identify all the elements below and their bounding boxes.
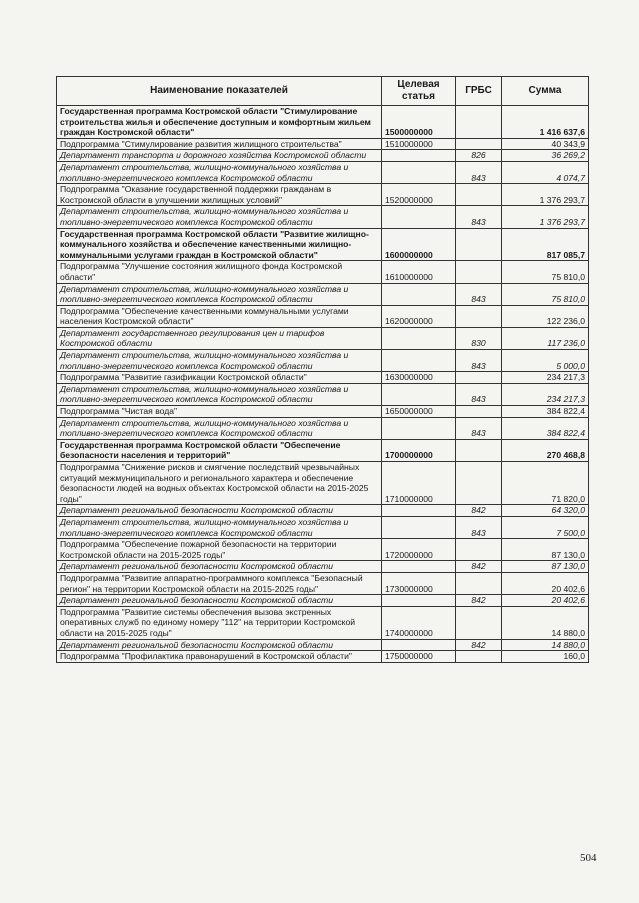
table-row	[57, 184, 589, 206]
cell-grbs: 843	[456, 206, 502, 228]
cell-grbs: 826	[456, 150, 502, 162]
cell-sum: 20 402,6	[502, 595, 589, 607]
cell-grbs: 842	[456, 505, 502, 517]
cell-sum: 160,0	[502, 651, 589, 663]
table-row	[57, 639, 589, 651]
cell-name: Подпрограмма "Развитие аппаратно-программного комплекса "Безопасный регион" на территории Костромской области на 2015-2025 годы"	[57, 572, 382, 594]
cell-name: Подпрограмма "Оказание государственной поддержки гражданам в Костромской области в улучшении жилищных условий"	[57, 184, 382, 206]
cell-sum: 36 269,2	[502, 150, 589, 162]
cell-name: Департамент строительства, жилищно-коммунального хозяйства и топливно-энергетического комплекса Костромской области	[57, 516, 382, 538]
cell-article: 1520000000	[382, 184, 456, 206]
cell-grbs	[456, 462, 502, 505]
cell-article	[382, 639, 456, 651]
cell-sum: 384 822,4	[502, 417, 589, 439]
cell-name: Подпрограмма "Стимулирование развития жилищного строительства"	[57, 138, 382, 150]
cell-name: Государственная программа Костромской области "Развитие жилищно-коммунального хозяйства и обеспечение качественными жилищно-коммунальными услугами граждан в Костромской области"	[57, 228, 382, 261]
page-number: 504	[580, 852, 597, 864]
cell-sum: 1 416 637,6	[502, 106, 589, 139]
cell-sum: 234 217,3	[502, 383, 589, 405]
cell-grbs	[456, 572, 502, 594]
cell-sum: 7 500,0	[502, 516, 589, 538]
table-row	[57, 206, 589, 228]
table-row	[57, 228, 589, 261]
cell-grbs	[456, 439, 502, 461]
cell-grbs	[456, 305, 502, 327]
table-row	[57, 372, 589, 384]
table-row	[57, 505, 589, 517]
cell-name: Департамент строительства, жилищно-коммунального хозяйства и топливно-энергетического комплекса Костромской области	[57, 417, 382, 439]
cell-article: 1740000000	[382, 606, 456, 639]
cell-sum: 817 085,7	[502, 228, 589, 261]
cell-sum: 14 880,0	[502, 606, 589, 639]
cell-article: 1650000000	[382, 406, 456, 418]
cell-sum: 71 820,0	[502, 462, 589, 505]
cell-article	[382, 206, 456, 228]
cell-name: Департамент региональной безопасности Костромской области	[57, 639, 382, 651]
cell-grbs: 830	[456, 327, 502, 349]
cell-name: Государственная программа Костромской области "Стимулирование строительства жилья и обеспечение доступным и комфортным жильем граждан Костромской области"	[57, 106, 382, 139]
cell-name: Подпрограмма "Развитие системы обеспечения вызова экстренных оперативных служб по единому номеру "112" на территории Костромской области на 2015-2025 годы"	[57, 606, 382, 639]
table-row	[57, 106, 589, 139]
cell-name: Департамент строительства, жилищно-коммунального хозяйства и топливно-энергетического комплекса Костромской области	[57, 283, 382, 305]
table-row	[57, 606, 589, 639]
cell-name: Департамент транспорта и дорожного хозяйства Костромской области	[57, 150, 382, 162]
cell-article: 1620000000	[382, 305, 456, 327]
table-body	[57, 106, 589, 663]
cell-grbs	[456, 606, 502, 639]
cell-article	[382, 350, 456, 372]
cell-sum: 234 217,3	[502, 372, 589, 384]
cell-sum: 5 000,0	[502, 350, 589, 372]
header-row	[57, 77, 589, 106]
cell-grbs: 842	[456, 639, 502, 651]
cell-sum: 75 810,0	[502, 283, 589, 305]
cell-article	[382, 595, 456, 607]
table-row	[57, 651, 589, 663]
cell-name: Подпрограмма "Обеспечение пожарной безопасности на территории Костромской области на 2015-2025 годы"	[57, 539, 382, 561]
table-row	[57, 516, 589, 538]
cell-name: Государственная программа Костромской области "Обеспечение безопасности населения и территорий"	[57, 439, 382, 461]
cell-grbs	[456, 106, 502, 139]
cell-article: 1730000000	[382, 572, 456, 594]
cell-grbs: 843	[456, 383, 502, 405]
cell-name: Департамент строительства, жилищно-коммунального хозяйства и топливно-энергетического комплекса Костромской области	[57, 161, 382, 183]
cell-grbs: 843	[456, 161, 502, 183]
cell-name: Подпрограмма "Снижение рисков и смягчение последствий чрезвычайных ситуаций межмуниципального и регионального характера и обеспечение безопасности людей на водных объектах Костромской области на 2015-2025 годы"	[57, 462, 382, 505]
cell-grbs	[456, 261, 502, 283]
cell-grbs	[456, 372, 502, 384]
header-name: Наименование показателей	[57, 77, 382, 106]
cell-name: Подпрограмма "Обеспечение качественными коммунальными услугами населения Костромской области"	[57, 305, 382, 327]
table-row	[57, 138, 589, 150]
cell-grbs: 842	[456, 595, 502, 607]
cell-name: Департамент региональной безопасности Костромской области	[57, 595, 382, 607]
cell-grbs: 843	[456, 350, 502, 372]
table-row	[57, 305, 589, 327]
cell-article: 1630000000	[382, 372, 456, 384]
cell-sum: 1 376 293,7	[502, 184, 589, 206]
cell-sum: 122 236,0	[502, 305, 589, 327]
table-row	[57, 327, 589, 349]
table-row	[57, 417, 589, 439]
cell-sum: 4 074,7	[502, 161, 589, 183]
cell-sum: 87 130,0	[502, 539, 589, 561]
cell-name: Департамент региональной безопасности Костромской области	[57, 561, 382, 573]
cell-article	[382, 505, 456, 517]
cell-sum: 270 468,8	[502, 439, 589, 461]
table-row	[57, 161, 589, 183]
header-sum: Сумма	[502, 77, 589, 106]
cell-article	[382, 383, 456, 405]
cell-sum: 75 810,0	[502, 261, 589, 283]
cell-grbs	[456, 228, 502, 261]
cell-grbs	[456, 138, 502, 150]
cell-sum: 14 880,0	[502, 639, 589, 651]
cell-article	[382, 327, 456, 349]
cell-grbs	[456, 539, 502, 561]
cell-article: 1700000000	[382, 439, 456, 461]
table-row	[57, 572, 589, 594]
cell-article	[382, 417, 456, 439]
cell-name: Подпрограмма "Чистая вода"	[57, 406, 382, 418]
cell-name: Департамент строительства, жилищно-коммунального хозяйства и топливно-энергетического комплекса Костромской области	[57, 206, 382, 228]
cell-sum: 40 343,9	[502, 138, 589, 150]
table-row	[57, 150, 589, 162]
cell-sum: 64 320,0	[502, 505, 589, 517]
table-row	[57, 261, 589, 283]
cell-name: Департамент строительства, жилищно-коммунального хозяйства и топливно-энергетического комплекса Костромской области	[57, 350, 382, 372]
cell-name: Департамент региональной безопасности Костромской области	[57, 505, 382, 517]
cell-article	[382, 561, 456, 573]
header-article: Целевая статья	[382, 77, 456, 106]
cell-sum: 117 236,0	[502, 327, 589, 349]
header-grbs: ГРБС	[456, 77, 502, 106]
cell-sum: 1 376 293,7	[502, 206, 589, 228]
cell-article: 1610000000	[382, 261, 456, 283]
table-row	[57, 539, 589, 561]
table-row	[57, 406, 589, 418]
cell-grbs: 843	[456, 516, 502, 538]
cell-article: 1600000000	[382, 228, 456, 261]
cell-article	[382, 161, 456, 183]
cell-article: 1710000000	[382, 462, 456, 505]
cell-article: 1720000000	[382, 539, 456, 561]
cell-name: Департамент государственного регулирования цен и тарифов Костромской области	[57, 327, 382, 349]
cell-article	[382, 283, 456, 305]
cell-article: 1500000000	[382, 106, 456, 139]
table-row	[57, 462, 589, 505]
cell-sum: 20 402,6	[502, 572, 589, 594]
cell-article: 1750000000	[382, 651, 456, 663]
cell-sum: 384 822,4	[502, 406, 589, 418]
table-row	[57, 350, 589, 372]
cell-name: Подпрограмма "Улучшение состояния жилищного фонда Костромской области"	[57, 261, 382, 283]
cell-grbs: 843	[456, 283, 502, 305]
table-row	[57, 439, 589, 461]
table-row	[57, 595, 589, 607]
cell-article	[382, 516, 456, 538]
cell-name: Подпрограмма "Профилактика правонарушений в Костромской области"	[57, 651, 382, 663]
table-row	[57, 383, 589, 405]
cell-grbs	[456, 184, 502, 206]
cell-name: Департамент строительства, жилищно-коммунального хозяйства и топливно-энергетического комплекса Костромской области	[57, 383, 382, 405]
cell-name: Подпрограмма "Развитие газификации Костромской области"	[57, 372, 382, 384]
table-row	[57, 283, 589, 305]
table-header	[57, 77, 589, 106]
budget-table	[56, 76, 589, 663]
cell-sum: 87 130,0	[502, 561, 589, 573]
table-row	[57, 561, 589, 573]
cell-grbs: 843	[456, 417, 502, 439]
cell-grbs	[456, 651, 502, 663]
cell-grbs	[456, 406, 502, 418]
cell-article: 1510000000	[382, 138, 456, 150]
cell-article	[382, 150, 456, 162]
cell-grbs: 842	[456, 561, 502, 573]
